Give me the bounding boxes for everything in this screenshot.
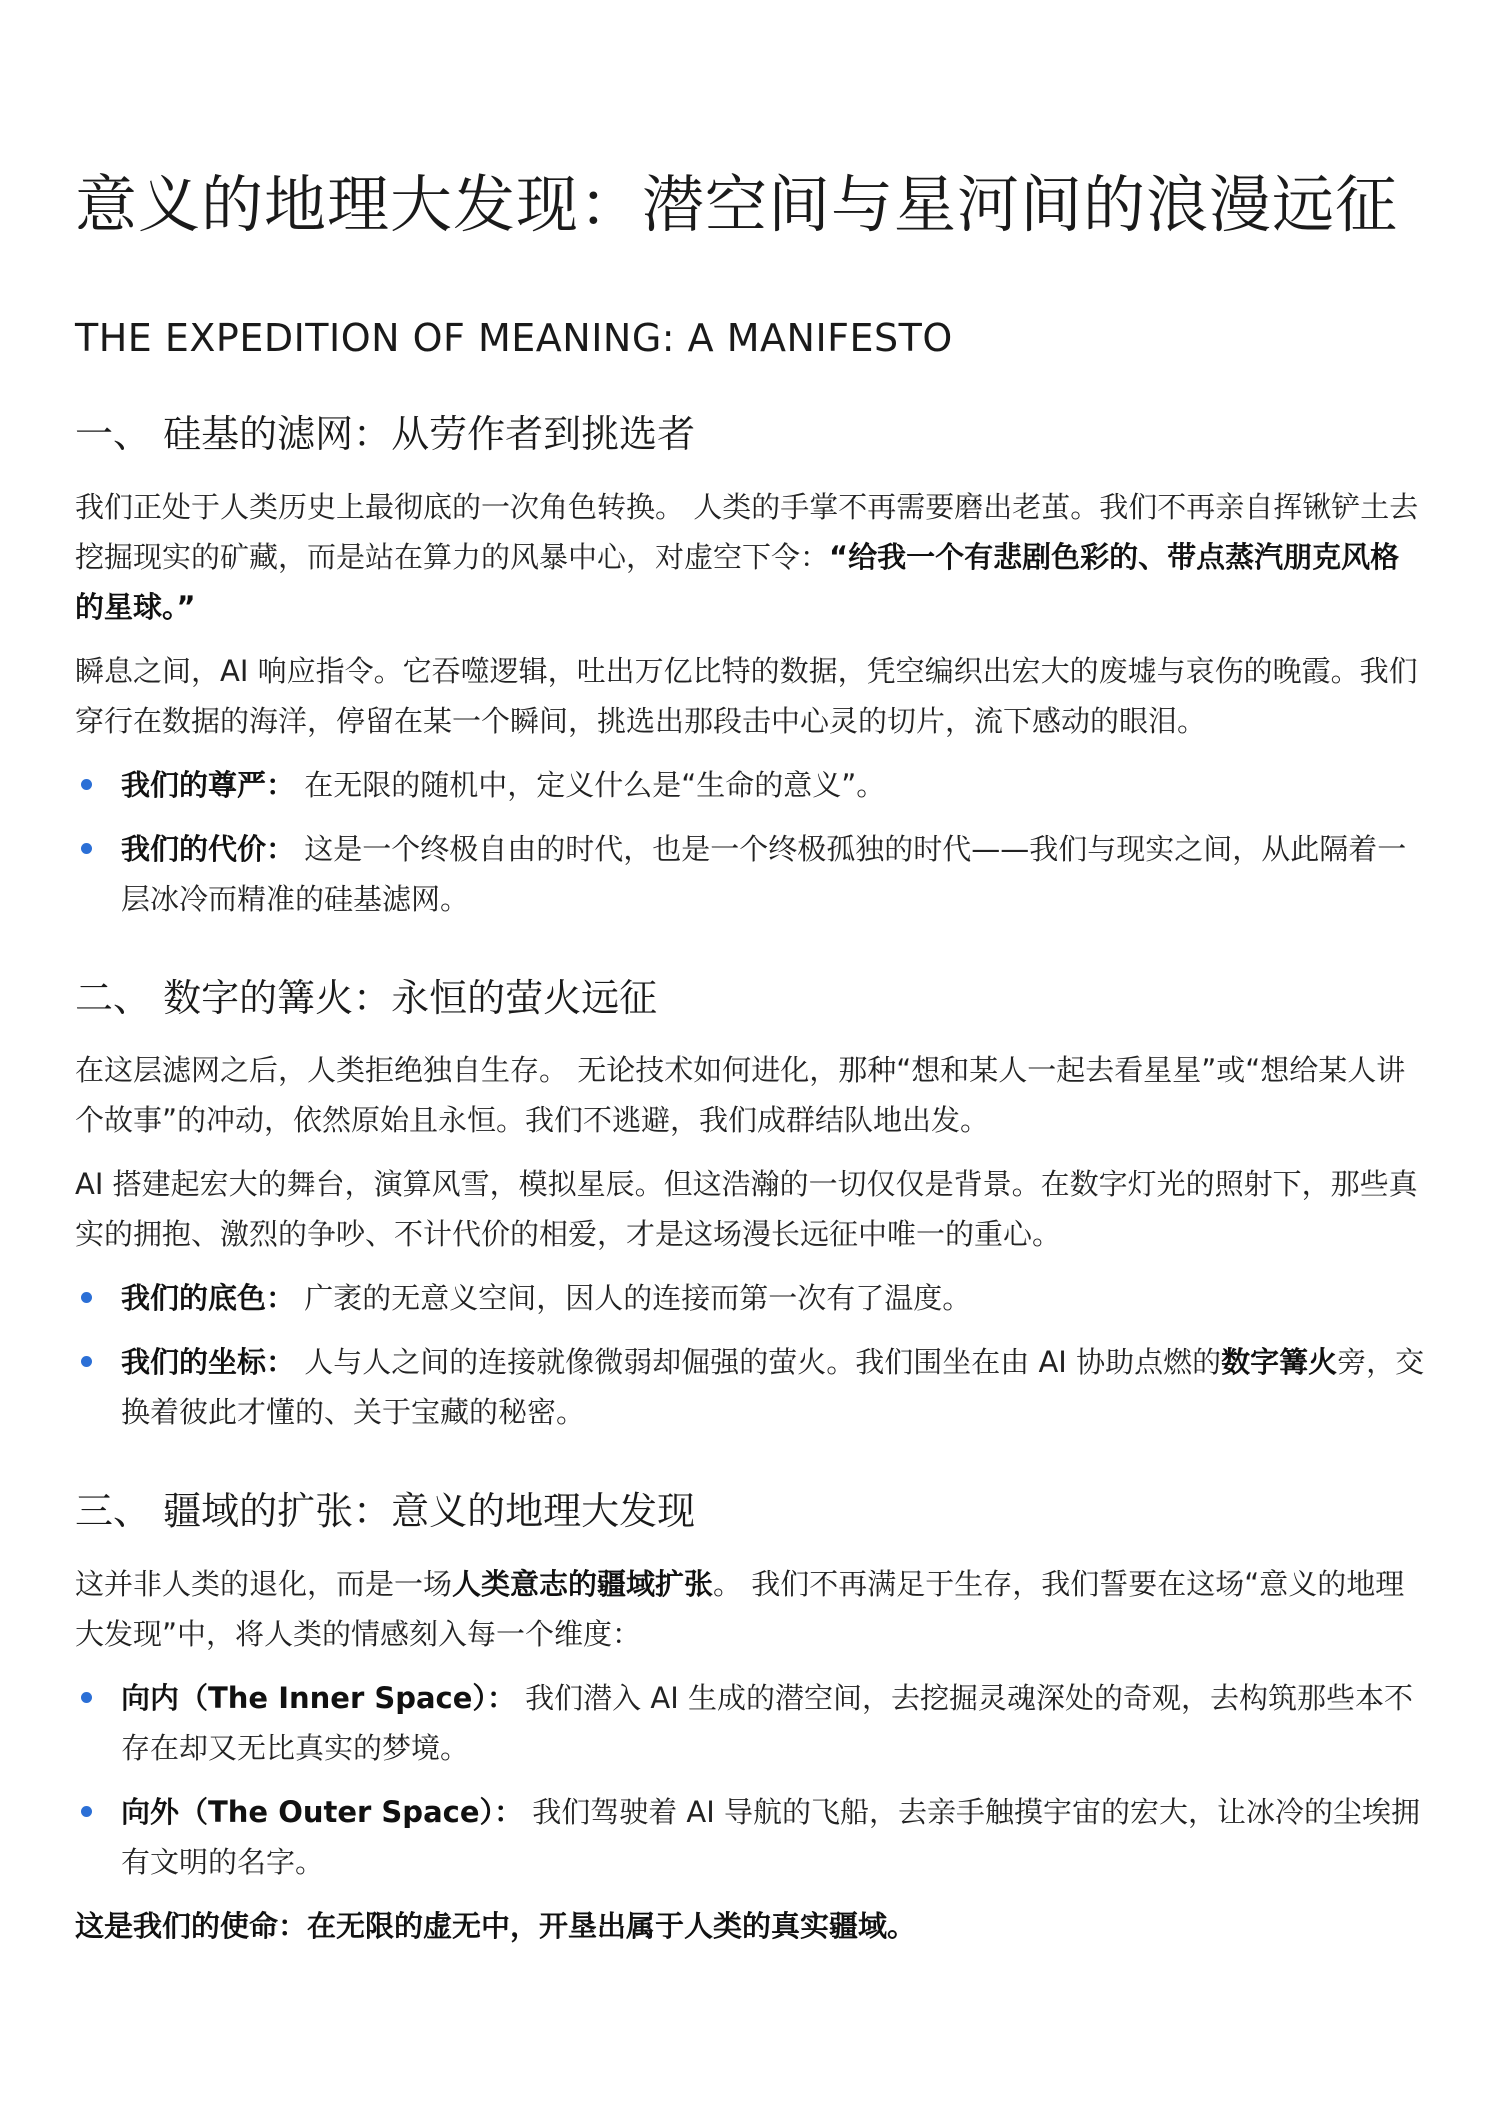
- list-item: [75, 1273, 1425, 1323]
- section-3: [75, 1487, 1425, 1950]
- bullet-icon: [81, 1692, 92, 1703]
- paragraph-bold: “给我一个有悲剧色彩的、带点蒸汽朋克风格的星球。”: [75, 539, 1400, 624]
- section-2: [75, 974, 1425, 1437]
- list-item: [75, 824, 1425, 924]
- bullet-icon: [81, 843, 92, 854]
- list-item: [75, 1337, 1425, 1437]
- bullet-list: [75, 760, 1425, 924]
- bullet-icon: [81, 1356, 92, 1367]
- bullet-icon: [81, 1806, 92, 1817]
- section-1: [75, 410, 1425, 923]
- bullet-icon: [81, 779, 92, 790]
- item-text: 广袤的无意义空间，因人的连接而第一次有了温度。: [295, 1281, 972, 1316]
- item-text: 在无限的随机中，定义什么是“生命的意义”。: [295, 767, 886, 802]
- paragraph: 在这层滤网之后，人类拒绝独自生存。 无论技术如何进化，那种“想和某人一起去看星星”或“想给某人讲个故事”的冲动，依然原始且永恒。我们不逃避，我们成群结队地出发。: [75, 1053, 1406, 1138]
- paragraph: AI 搭建起宏大的舞台，演算风雪，模拟星辰。但这浩瀚的一切仅仅是背景。在数字灯光的照射下，那些真实的拥抱、激烈的争吵、不计代价的相爱，才是这场漫长远征中唯一的重心。: [75, 1167, 1418, 1252]
- item-tail: 旁，交换着彼此才懂的、关于宝藏的秘密。: [121, 1345, 1425, 1430]
- list-item: [75, 760, 1425, 810]
- item-label: 向外（The Outer Space）：: [121, 1794, 523, 1829]
- paragraph: [75, 482, 1425, 632]
- item-label: 我们的坐标：: [121, 1345, 296, 1380]
- list-item: [75, 1673, 1425, 1773]
- item-label: 我们的底色：: [121, 1281, 296, 1316]
- paragraph: [75, 1559, 1425, 1659]
- section-heading: 一、 硅基的滤网：从劳作者到挑选者: [75, 412, 696, 457]
- bullet-list: [75, 1673, 1425, 1887]
- item-label: 向内（The Inner Space）：: [121, 1680, 516, 1715]
- item-text: 我们驾驶着 AI 导航的飞船，去亲手触摸宇宙的宏大，让冰冷的尘埃拥有文明的名字。: [121, 1794, 1421, 1879]
- item-label: 我们的代价：: [121, 831, 296, 866]
- item-text: 人与人之间的连接就像微弱却倔强的萤火。我们围坐在由 AI 协助点燃的: [295, 1345, 1222, 1380]
- paragraph-post: 。 我们不再满足于生存，我们誓要在这场“意义的地理大发现”中，将人类的情感刻入每一个维度：: [75, 1566, 1405, 1651]
- item-label: 我们的尊严：: [121, 767, 296, 802]
- page-title: 意义的地理大发现：潜空间与星河间的浪漫远征: [75, 168, 1399, 241]
- section-heading: 三、 疆域的扩张：意义的地理大发现: [75, 1489, 696, 1534]
- bullet-icon: [81, 1292, 92, 1303]
- item-text: 这是一个终极自由的时代，也是一个终极孤独的时代——我们与现实之间，从此隔着一层冰冷而精准的硅基滤网。: [121, 831, 1407, 916]
- section-heading: 二、 数字的篝火：永恒的萤火远征: [75, 975, 658, 1020]
- paragraph-text: 我们正处于人类历史上最彻底的一次角色转换。 人类的手掌不再需要磨出老茧。我们不再亲自挥锹铲土去挖掘现实的矿藏，而是站在算力的风暴中心，对虚空下令：: [75, 489, 1419, 574]
- page-subtitle: THE EXPEDITION OF MEANING: A MANIFESTO: [75, 316, 953, 361]
- item-text: 我们潜入 AI 生成的潜空间，去挖掘灵魂深处的奇观，去构筑那些本不存在却又无比真实的梦境。: [121, 1680, 1413, 1765]
- bullet-list: [75, 1273, 1425, 1437]
- paragraph-bold: 人类意志的疆域扩张: [452, 1566, 714, 1601]
- list-item: [75, 1787, 1425, 1887]
- closing-statement: 这是我们的使命：在无限的虚无中，开垦出属于人类的真实疆域。: [75, 1908, 917, 1943]
- item-bold: 数字篝火: [1221, 1345, 1338, 1380]
- paragraph-pre: 这并非人类的退化，而是一场: [75, 1566, 453, 1601]
- paragraph: 瞬息之间，AI 响应指令。它吞噬逻辑，吐出万亿比特的数据，凭空编织出宏大的废墟与哀伤的晚霞。我们穿行在数据的海洋，停留在某一个瞬间，挑选出那段击中心灵的切片，流下感动的眼泪。: [75, 653, 1418, 738]
